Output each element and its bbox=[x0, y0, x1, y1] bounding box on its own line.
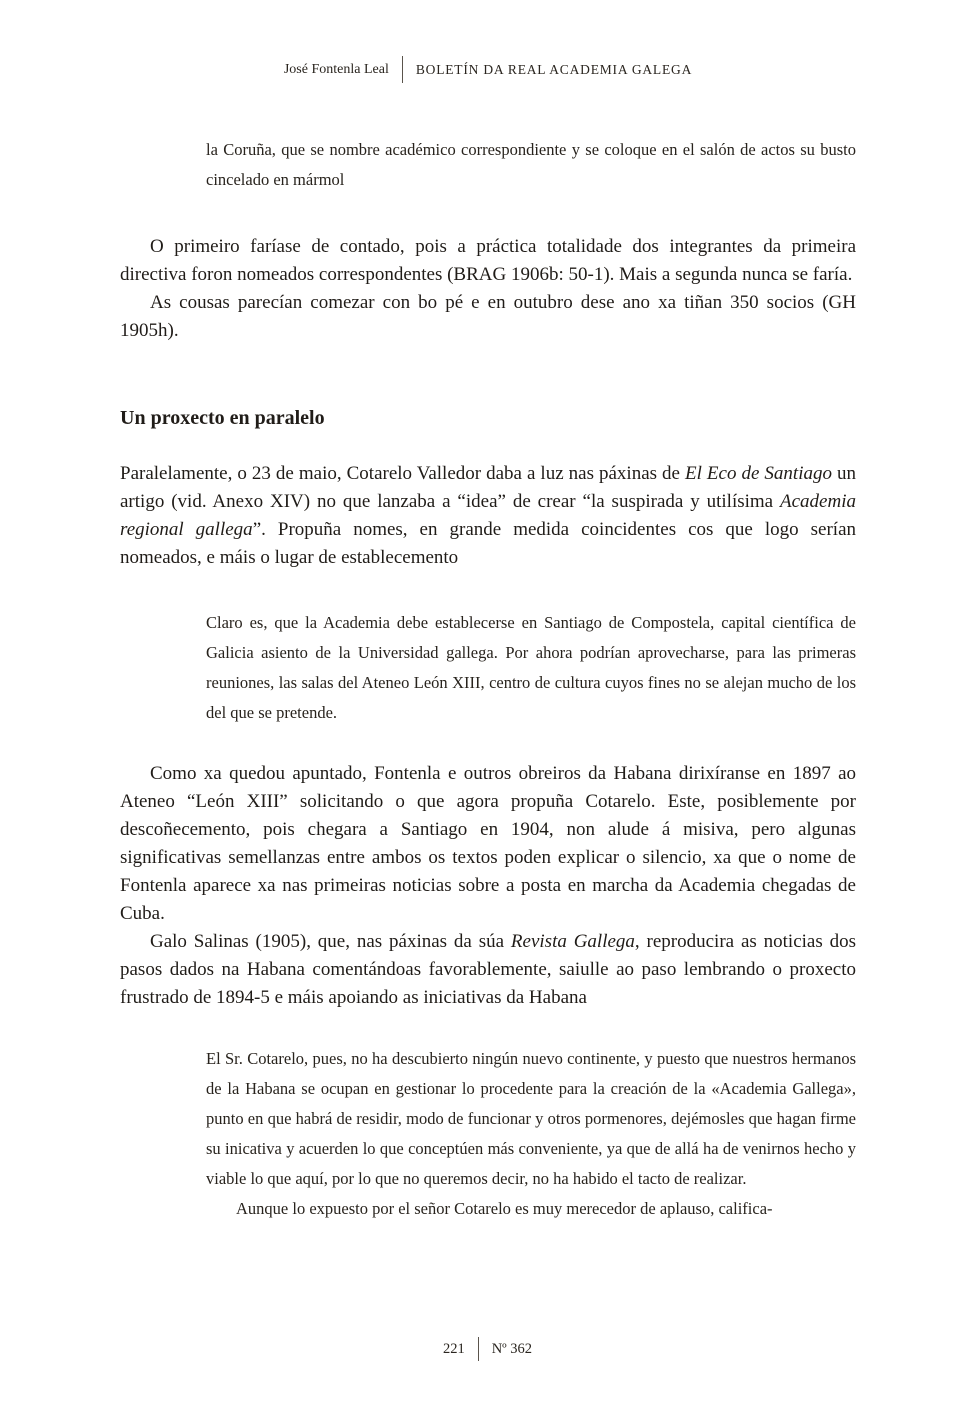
block-quote-3 bbox=[206, 1044, 856, 1224]
paragraph-3 bbox=[120, 460, 856, 572]
running-header bbox=[120, 0, 856, 83]
paragraph-2: As cousas parecían comezar con bo pé e en outubro dese ano xa tiñan 350 socios (GH 1905h). bbox=[120, 292, 856, 341]
text-run: Paralelamente, o 23 de maio, Cotarelo Valledor daba a luz nas páxinas de bbox=[120, 463, 686, 484]
block-quote-3-text-2: Aunque lo expuesto por el señor Cotarelo es muy merecedor de aplauso, califica- bbox=[236, 1199, 773, 1218]
block-quote-2-text: Claro es, que la Academia debe establecerse en Santiago de Compostela, capital científica de Galicia asiento de la Universidad gallega. Por ahora podrían aprovecharse, para las primeras reuniones, las salas del Ateneo León XIII, centro de cultura cuyos fines no se alejan mucho de los del que se pretende. bbox=[206, 613, 856, 722]
block-quote-3-text-1: El Sr. Cotarelo, pues, no ha descubierto ningún nuevo continente, y puesto que nuestros hermanos de la Habana se ocupan en gestionar lo procedente para la creación de la «Academia Gallega», punto en que habrá de residir, modo de funcionar y otros pormenores, dejémosles que hagan firme su inicativa y acuerden lo que conceptúen más conveniente, ya que de allá ha de venirnos hecho y viable lo que aquí, por lo que no queremos decir, no ha habido el tacto de realizar. bbox=[206, 1049, 856, 1188]
paragraph-4: Como xa quedou apuntado, Fontenla e outros obreiros da Habana dirixíranse en 1897 ao Ateneo “León XIII” solicitando o que agora propuña Cotarelo. Este, posiblemente por descoñecemento, pois chegara a Santiago en 1904, non alude á misiva, pero algunas significativas semellanzas entre ambos os textos poden explicar o silencio, xa que o nome de Fontenla aparece xa nas primeiras noticias sobre a posta en marcha da Academia chegadas de Cuba. bbox=[120, 763, 856, 924]
header-divider bbox=[402, 56, 403, 83]
text-run: un artigo (vid. Anexo XIV) no que lanzaba a “idea” de crear “la suspirada y utilísima bbox=[120, 463, 857, 512]
section-heading: Un proxecto en paralelo bbox=[120, 407, 325, 429]
issue-number: Nº 362 bbox=[491, 1340, 533, 1357]
header-journal-title: BOLETÍN DA REAL ACADEMIA GALEGA bbox=[415, 61, 693, 77]
text-run: ”. Propuña nomes, en grande medida coincidentes cos que logo serían nomeados, e máis o lugar de establecemento bbox=[120, 519, 857, 568]
paragraph-5 bbox=[120, 928, 856, 1012]
footer-divider bbox=[478, 1337, 479, 1361]
italic-publication-title: Revista Gallega bbox=[510, 931, 635, 952]
header-author: José Fontenla Leal bbox=[283, 61, 389, 77]
block-quote-1-text: la Coruña, que se nombre académico correspondiente y se coloque en el salón de actos su busto cincelado en mármol bbox=[206, 140, 856, 189]
text-run: , reproducira as noticias dos pasos dados na Habana comentándoas favorablemente, saiulle ao paso lembrando o proxecto frustrado de 1894-5 e máis apoiando as iniciativas da Habana bbox=[120, 931, 856, 1008]
text-run: Galo Salinas (1905), que, nas páxinas da súa bbox=[150, 931, 511, 952]
page-footer bbox=[0, 1337, 975, 1361]
italic-academy-name: Academia regional gallega bbox=[120, 491, 856, 540]
block-quote-2 bbox=[206, 608, 856, 728]
italic-publication-title: El Eco de Santiago bbox=[685, 463, 832, 484]
paragraph-1: O primeiro faríase de contado, pois a práctica totalidade dos integrantes da primeira directiva foron nomeados correspondentes (BRAG 1906b: 50-1). Mais a segunda nunca se faría. bbox=[120, 236, 856, 285]
block-quote-1 bbox=[206, 135, 856, 195]
page-number: 221 bbox=[442, 1340, 465, 1357]
